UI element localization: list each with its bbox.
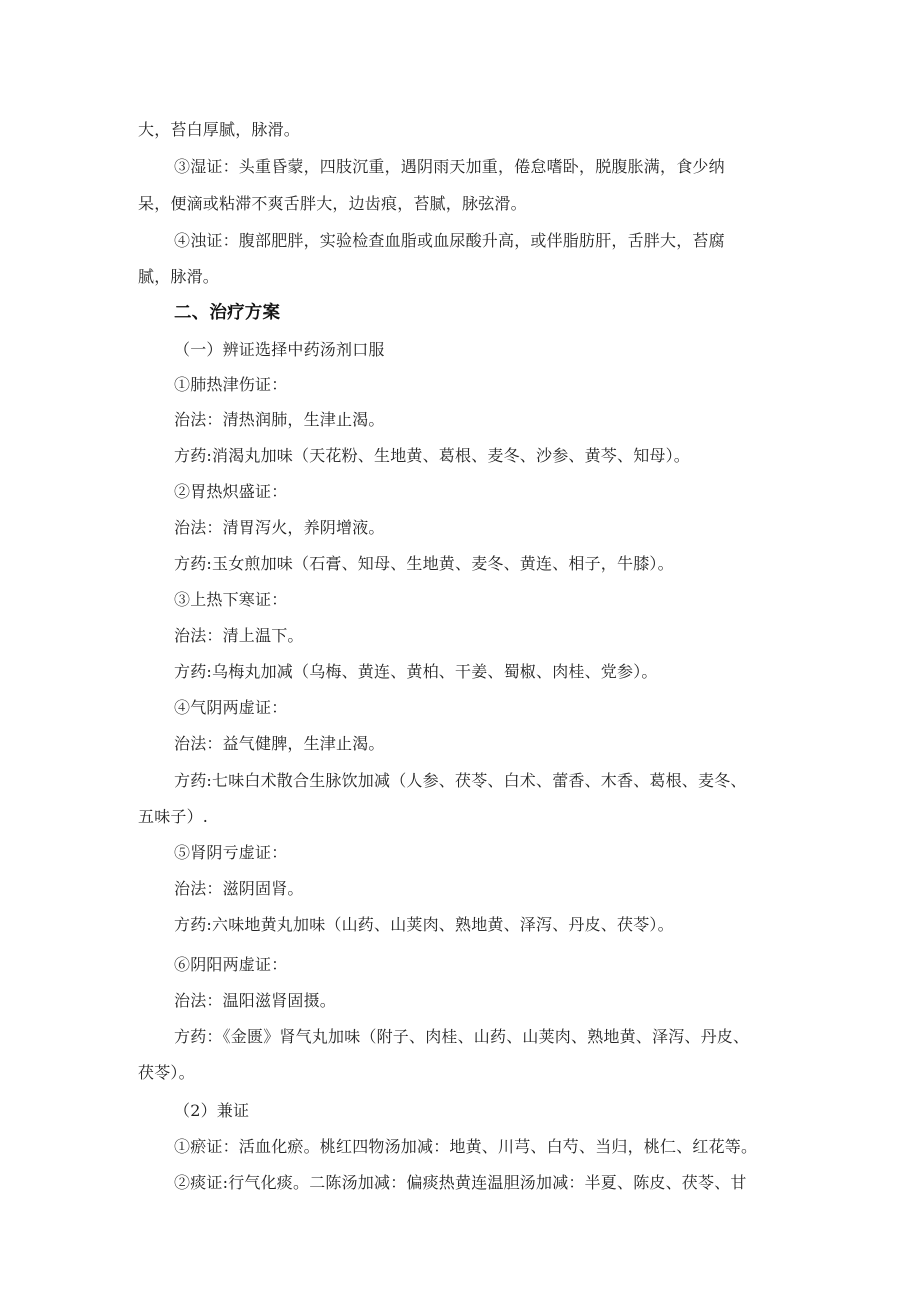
text-line: 大，苔白厚腻，脉滑。 [138,120,301,139]
text-line: 方药:消渴丸加味（天花粉、生地黄、葛根、麦冬、沙参、黄芩、知母）。 [174,446,690,465]
text-line: 茯苓）。 [138,1063,195,1082]
text-line: 治法：滋阴固肾。 [174,879,304,898]
section-heading: 二、治疗方案 [174,303,281,323]
text-line: 治法：清胃泻火，养阴增液。 [174,518,385,537]
text-line: 五味子）. [138,807,209,826]
text-line: 方药：《金匮》肾气丸加味（附子、肉桂、山药、山荚肉、熟地黄、泽泻、丹皮、 [174,1027,750,1046]
text-line: 治法：温阳滋肾固摄。 [174,991,337,1010]
text-line: ②胃热炽盛证： [174,482,288,501]
text-line: ④气阴两虚证： [174,698,288,717]
text-line: 治法：清上温下。 [174,626,304,645]
text-line: 方药:六味地黄丸加味（山药、山荚肉、熟地黄、泽泻、丹皮、茯苓）。 [174,915,674,934]
text-line: ①肺热津伤证： [174,375,288,394]
text-line: ③上热下寒证： [174,590,288,609]
text-line: 治法：益气健脾，生津止渴。 [174,734,385,753]
text-line: ④浊证：腹部肥胖，实验检查血脂或血尿酸升高，或伴脂肪肝，舌胖大，苔腐 [174,231,725,250]
text-line: ②痰证:行气化痰。二陈汤加减：偏痰热黄连温胆汤加减：半夏、陈皮、茯苓、甘 [174,1173,747,1192]
text-line: ③湿证：头重昏蒙，四肢沉重，遇阴雨天加重，倦怠嗜卧，脱腹胀满，食少纳 [174,157,725,176]
text-line: ①瘀证：活血化瘀。桃红四物汤加减：地黄、川芎、白芍、当归，桃仁、红花等。 [174,1137,758,1156]
text-line: 治法：清热润肺，生津止渴。 [174,410,385,429]
text-line: 腻，脉滑。 [138,267,220,286]
text-line: 方药:乌梅丸加减（乌梅、黄连、黄柏、干姜、蜀椒、肉桂、党参）。 [174,662,658,681]
text-line: ⑤肾阴亏虚证： [174,843,288,862]
text-line: 方药:七味白术散合生脉饮加减（人参、茯苓、白术、蕾香、木香、葛根、麦冬、 [174,771,747,790]
text-line: ⑥阴阳两虚证： [174,955,288,974]
subsection-heading: （2）兼证 [174,1101,250,1120]
text-line: 方药:玉女煎加味（石膏、知母、生地黄、麦冬、黄连、相子，牛膝）。 [174,554,674,573]
subsection-heading: （一）辨证选择中药汤剂口服 [174,340,385,359]
text-line: 呆，便滴或粘滞不爽舌胖大，边齿痕，苔腻，脉弦滑。 [138,194,527,213]
